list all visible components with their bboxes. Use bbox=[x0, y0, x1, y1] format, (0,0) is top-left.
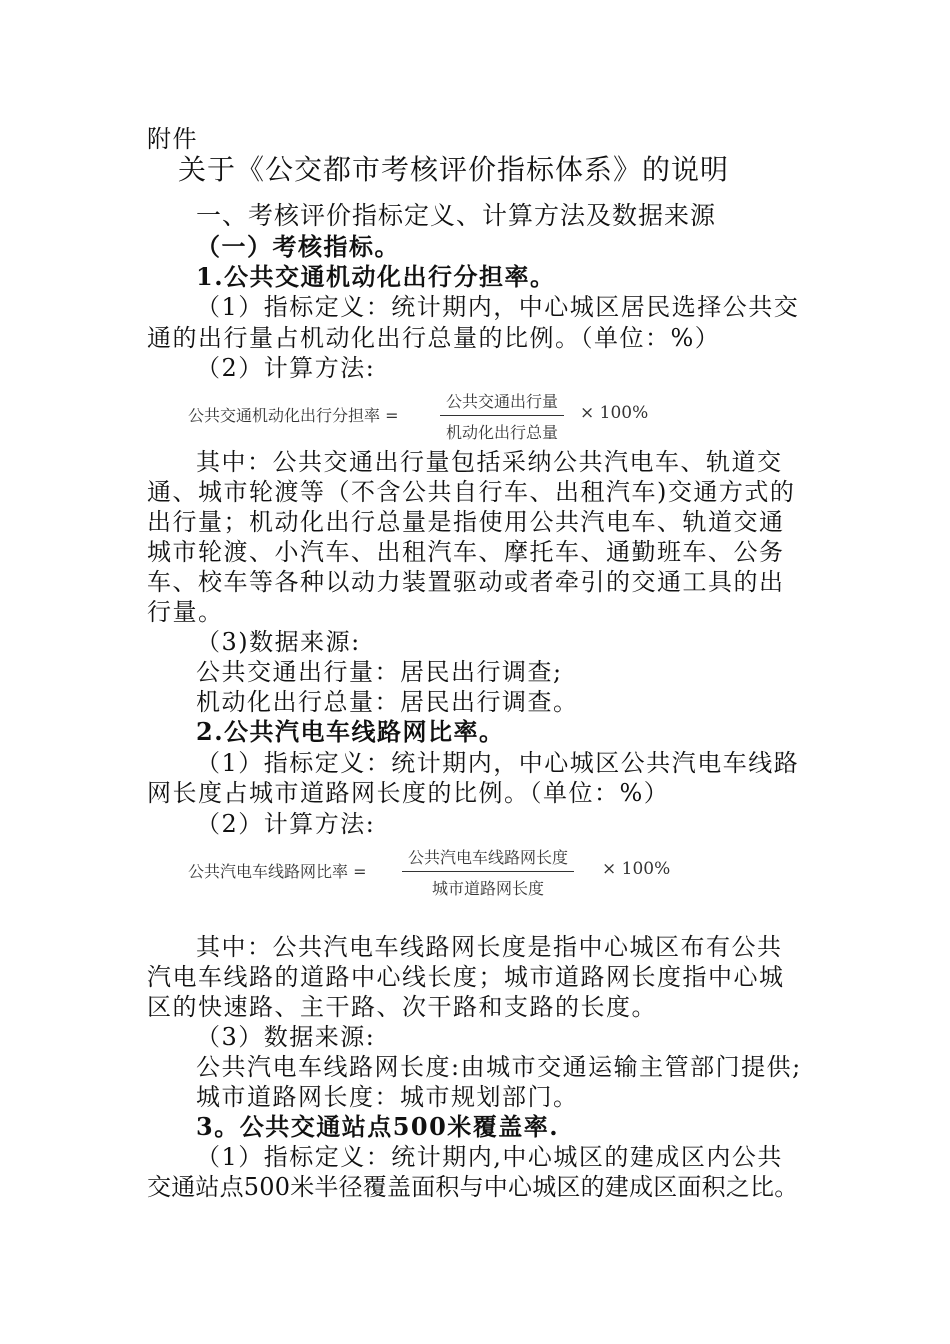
formula-2-numerator: 公共汽电车线路网长度 bbox=[402, 845, 574, 872]
formula-2-fraction bbox=[402, 845, 574, 899]
indicator-2-source-label: （3）数据来源: bbox=[196, 1023, 376, 1051]
indicator-2-definition-cont: 网长度占城市道路网长度的比例。（单位：%） bbox=[147, 779, 670, 807]
formula-1-lhs: 公共交通机动化出行分担率 = bbox=[188, 406, 399, 425]
indicator-1-heading: 1.公共交通机动化出行分担率。 bbox=[196, 262, 556, 291]
indicator-3-definition: （1）指标定义：统计期内,中心城区的建成区内公共 bbox=[196, 1143, 783, 1171]
section-heading: 一、考核评价指标定义、计算方法及数据来源 bbox=[196, 201, 717, 230]
indicator-1-definition-cont: 通的出行量占机动化出行总量的比例。（单位：%） bbox=[147, 324, 721, 352]
indicator-1-source-label: （3)数据来源: bbox=[196, 628, 361, 656]
indicator-1-note-line: 行量。 bbox=[147, 598, 224, 626]
indicator-2-source-line: 公共汽电车线路网长度:由城市交通运输主管部门提供; bbox=[196, 1053, 802, 1081]
subsection-heading: （一）考核指标。 bbox=[196, 232, 400, 261]
document-title: 关于《公交都市考核评价指标体系》的说明 bbox=[178, 153, 730, 186]
indicator-1-note-line: 城市轮渡、小汽车、出租汽车、摩托车、通勤班车、公务 bbox=[147, 538, 785, 566]
indicator-1-note-line: 通、城市轮渡等（不含公共自行车、出租汽车)交通方式的 bbox=[147, 478, 796, 506]
indicator-3-definition-cont: 交通站点500米半径覆盖面积与中心城区的建成区面积之比。 bbox=[147, 1173, 799, 1201]
formula-2-multiplier: × 100% bbox=[602, 859, 671, 879]
indicator-1-source-line: 机动化出行总量：居民出行调查。 bbox=[196, 688, 579, 716]
indicator-1-note-line: 车、校车等各种以动力装置驱动或者牵引的交通工具的出 bbox=[147, 568, 785, 596]
formula-2 bbox=[188, 845, 671, 901]
indicator-2-note-line: 汽电车线路的道路中心线长度；城市道路网长度指中心城 bbox=[147, 963, 785, 991]
formula-1-denominator: 机动化出行总量 bbox=[446, 423, 559, 442]
indicator-2-source-line: 城市道路网长度：城市规划部门。 bbox=[196, 1083, 579, 1111]
attachment-label: 附件 bbox=[147, 125, 198, 153]
formula-1 bbox=[188, 389, 668, 445]
indicator-2-note-line: 其中：公共汽电车线路网长度是指中心城区布有公共 bbox=[196, 933, 783, 961]
indicator-2-note-line: 区的快速路、主干路、次干路和支路的长度。 bbox=[147, 993, 657, 1021]
indicator-3-heading: 3。公共交通站点500米覆盖率. bbox=[196, 1112, 560, 1141]
indicator-1-note-line: 其中：公共交通出行量包括采纳公共汽电车、轨道交 bbox=[196, 448, 783, 476]
indicator-1-definition: （1）指标定义：统计期内，中心城区居民选择公共交 bbox=[196, 293, 800, 321]
formula-2-lhs: 公共汽电车线路网比率 = bbox=[188, 862, 367, 881]
indicator-1-calc-label: （2）计算方法: bbox=[196, 354, 376, 382]
indicator-2-definition: （1）指标定义：统计期内，中心城区公共汽电车线路 bbox=[196, 749, 800, 777]
indicator-1-source-line: 公共交通出行量：居民出行调查; bbox=[196, 658, 563, 686]
formula-1-multiplier: × 100% bbox=[580, 403, 649, 423]
indicator-2-calc-label: （2）计算方法: bbox=[196, 810, 376, 838]
formula-1-fraction bbox=[440, 389, 564, 443]
indicator-1-note-line: 出行量；机动化出行总量是指使用公共汽电车、轨道交通 bbox=[147, 508, 785, 536]
formula-1-numerator: 公共交通出行量 bbox=[440, 389, 564, 416]
indicator-2-heading: 2.公共汽电车线路网比率。 bbox=[196, 717, 505, 746]
formula-2-denominator: 城市道路网长度 bbox=[432, 879, 545, 898]
